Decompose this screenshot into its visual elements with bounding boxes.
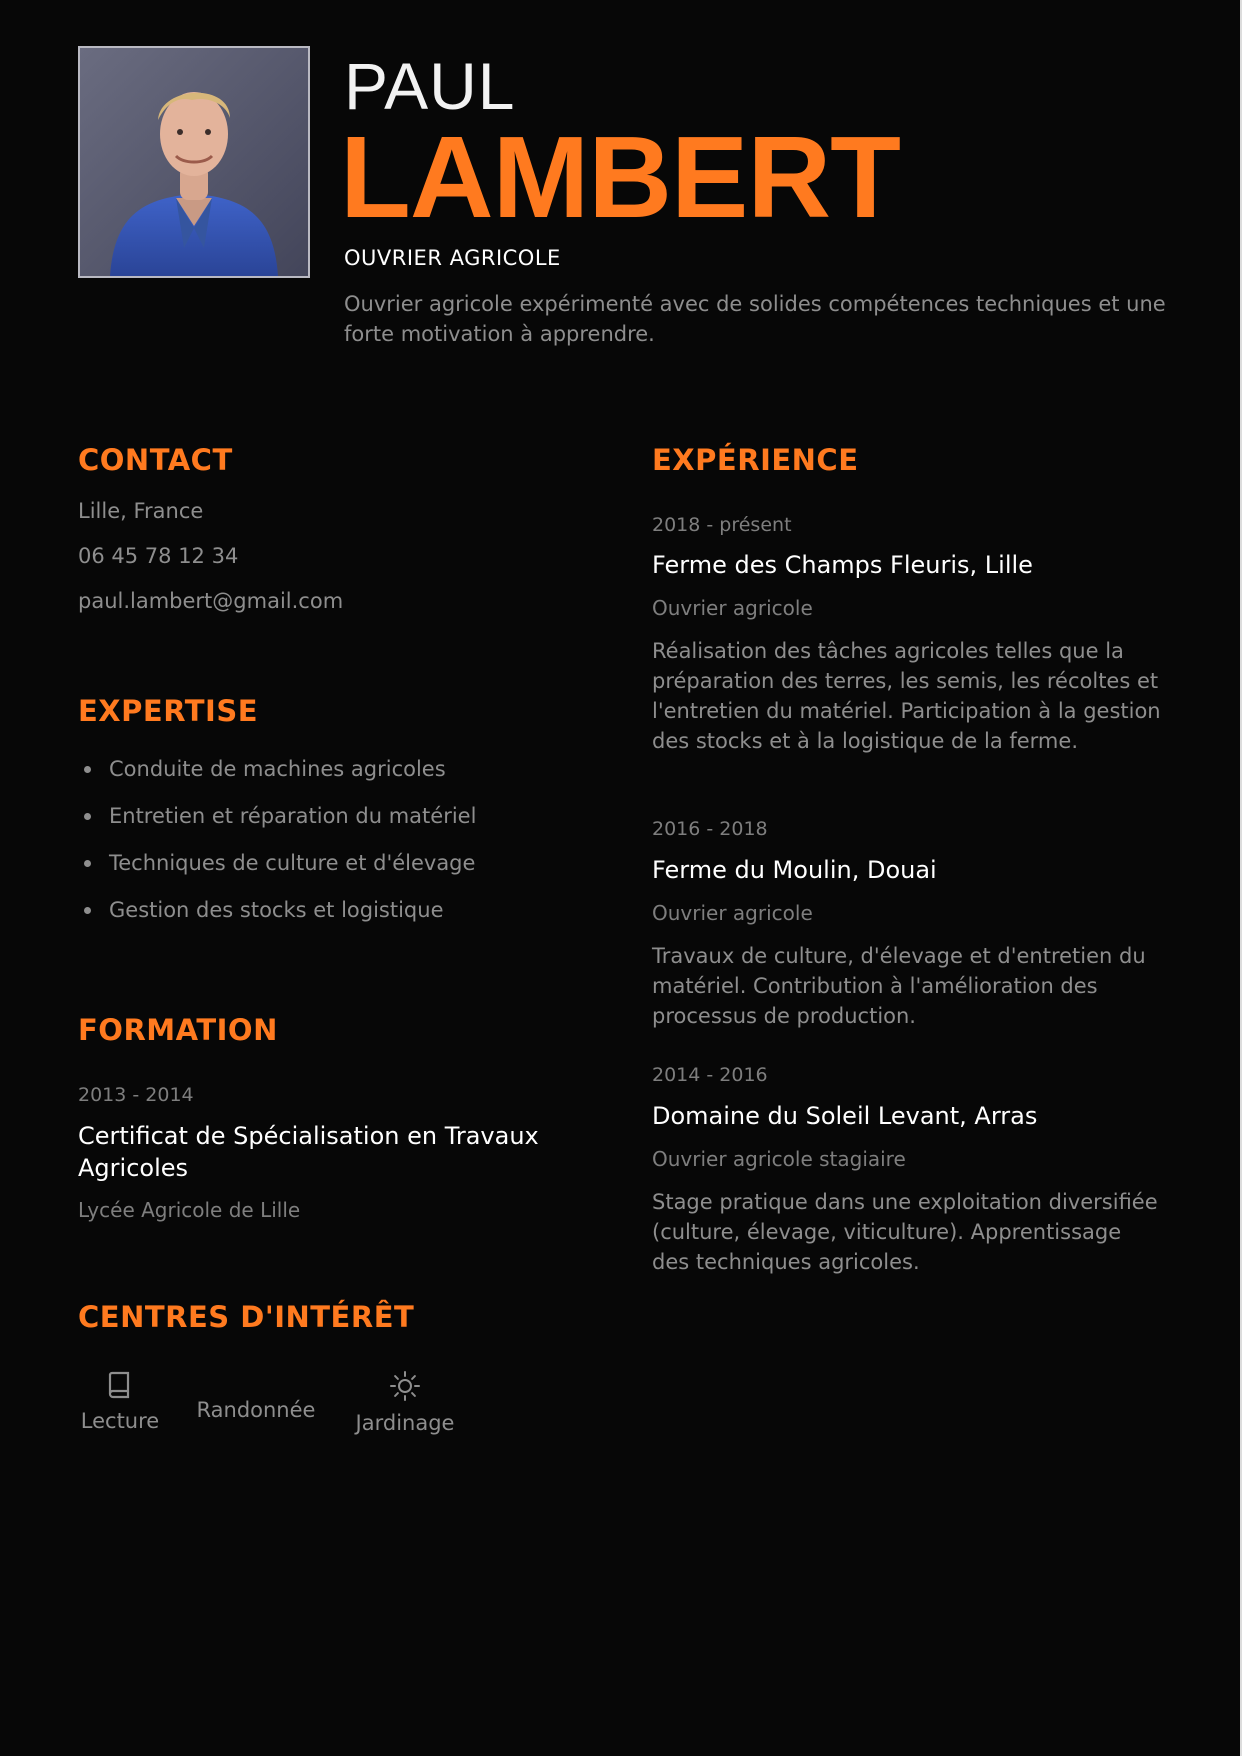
interest-label: Randonnée: [196, 1398, 316, 1422]
interest-label: Jardinage: [355, 1411, 455, 1435]
experience-company: Domaine du Soleil Levant, Arras: [652, 1102, 1038, 1130]
expertise-heading: EXPERTISE: [78, 694, 259, 728]
first-name: PAUL: [344, 49, 516, 123]
experience-description: Réalisation des tâches agricoles telles que la préparation des terres, les semis, les récoltes et l'entretien du matériel. Participation à la gestion des stocks et à la logistique de la ferme.: [652, 639, 1161, 753]
expertise-item-label: Entretien et réparation du matériel: [109, 804, 477, 828]
profile-summary: Ouvrier agricole expérimenté avec de solides compétences techniques et une forte motivation à apprendre.: [344, 292, 1166, 346]
experience-dates: 2016 - 2018: [652, 818, 768, 840]
interest-lecture: [78, 1370, 162, 1436]
experience-role: Ouvrier agricole: [652, 596, 813, 620]
interests-heading: CENTRES D'INTÉRÊT: [78, 1300, 415, 1334]
interest-randonnee: [192, 1395, 320, 1425]
contact-email: paul.lambert@gmail.com: [78, 589, 344, 613]
portrait-illustration: [80, 48, 308, 276]
formation-heading: FORMATION: [78, 1013, 278, 1047]
list-item: [78, 848, 476, 895]
contact-phone: 06 45 78 12 34: [78, 544, 239, 568]
experience-heading: EXPÉRIENCE: [652, 443, 859, 477]
experience-company: Ferme des Champs Fleuris, Lille: [652, 551, 1033, 579]
experience-description: Travaux de culture, d'élevage et d'entretien du matériel. Contribution à l'amélioration des processus de production.: [652, 944, 1146, 1028]
list-item: [78, 895, 476, 942]
bullet-icon: [84, 813, 91, 820]
expertise-item-label: Conduite de machines agricoles: [109, 757, 446, 781]
contact-heading: CONTACT: [78, 443, 233, 477]
experience-dates: 2014 - 2016: [652, 1064, 768, 1086]
interest-jardinage: [350, 1370, 460, 1438]
profile-photo: [78, 46, 310, 278]
experience-description: Stage pratique dans une exploitation diversifiée (culture, élevage, viticulture). Apprentissage des techniques agricoles.: [652, 1190, 1158, 1274]
list-item: [78, 801, 476, 848]
contact-location: Lille, France: [78, 499, 204, 523]
book-icon: [106, 1370, 134, 1400]
list-item: [78, 754, 476, 801]
bullet-icon: [84, 907, 91, 914]
last-name: LAMBERT: [340, 112, 901, 242]
formation-school: Lycée Agricole de Lille: [78, 1198, 301, 1222]
formation-degree: Certificat de Spécialisation en Travaux Agricoles: [78, 1122, 539, 1182]
experience-role: Ouvrier agricole: [652, 901, 813, 925]
bullet-icon: [84, 766, 91, 773]
experience-role: Ouvrier agricole stagiaire: [652, 1147, 906, 1171]
sun-icon: [389, 1370, 421, 1402]
bullet-icon: [84, 860, 91, 867]
expertise-list: [78, 754, 476, 942]
interest-label: Lecture: [80, 1409, 160, 1433]
job-title: OUVRIER AGRICOLE: [344, 246, 561, 270]
experience-company: Ferme du Moulin, Douai: [652, 856, 937, 884]
experience-dates: 2018 - présent: [652, 514, 792, 536]
expertise-item-label: Techniques de culture et d'élevage: [109, 851, 476, 875]
formation-dates: 2013 - 2014: [78, 1084, 194, 1106]
expertise-item-label: Gestion des stocks et logistique: [109, 898, 444, 922]
